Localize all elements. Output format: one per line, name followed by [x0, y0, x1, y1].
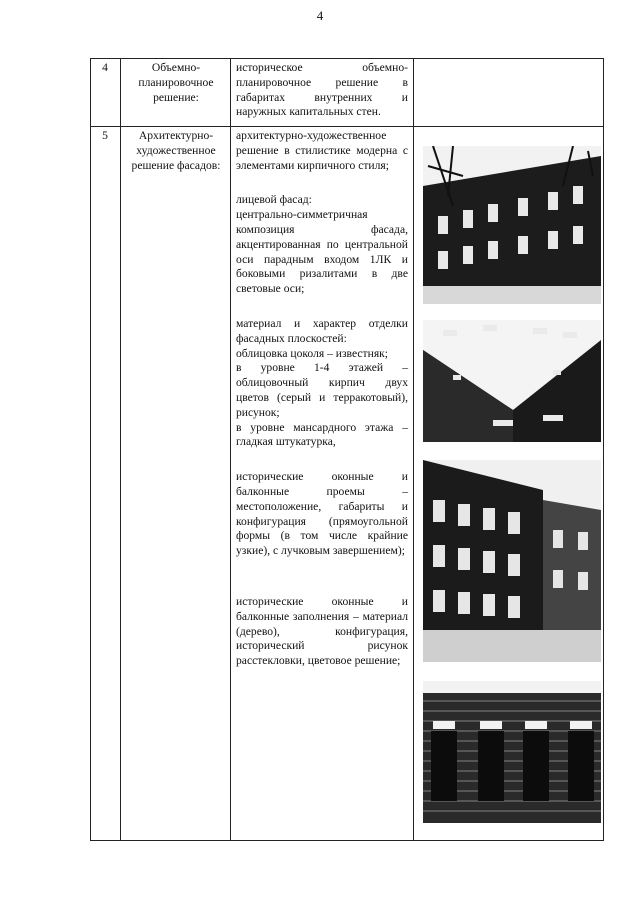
facade-photo-3: [423, 460, 601, 662]
column-divider-2: [230, 58, 231, 841]
facade-photo-4: [423, 681, 601, 823]
row-name: Объемно- планировочное решение:: [138, 61, 214, 104]
row-number: 4: [102, 61, 108, 74]
description-paragraph: материал и характер отделки фасадных плоскостей:: [236, 316, 408, 345]
row-description: [236, 61, 408, 120]
description-paragraph: историческое объемно-планировочное решение в габаритах внутренних и наружных капитальных стен.: [236, 61, 408, 119]
table-border-bottom: [90, 840, 604, 841]
column-divider-1: [120, 58, 121, 841]
facade-photo-2: [423, 320, 601, 442]
column-divider-3: [413, 58, 414, 841]
row-name: Архитектурно- художественное решение фасадов:: [131, 129, 221, 172]
table-row-divider: [90, 126, 604, 127]
row-number: 5: [102, 129, 108, 142]
description-paragraph: исторические оконные и балконные проемы – местоположение, габариты и конфигурация (прямоугольной формы (в том числе крайние узкие), с лучковым завершением);: [236, 470, 408, 558]
table-border-left: [90, 58, 91, 841]
heritage-table: [90, 58, 604, 841]
description-paragraph: архитектурно-художественное решение в стилистике модерна с элементами кирпичного стиля;: [236, 129, 408, 172]
description-paragraph: в уровне 1-4 этажей – облицовочный кирпич двух цветов (серый и терракотовый), рисунок;: [236, 361, 408, 419]
description-paragraph: лицевой фасад:: [236, 193, 312, 207]
row-description: [236, 129, 408, 669]
page-number: 4: [316, 8, 324, 23]
description-paragraph: в уровне мансардного этажа – гладкая штукатурка,: [236, 420, 408, 449]
description-paragraph: центрально-симметричная композиция фасада, акцентированная по центральной оси парадным входом 1ЛК и боковыми ризалитами в две световые оси;: [236, 208, 408, 296]
facade-photo-1: [423, 146, 601, 304]
table-border-top: [90, 58, 604, 59]
description-paragraph: облицовка цоколя – известняк;: [236, 346, 389, 360]
table-border-right: [603, 58, 604, 841]
description-paragraph: исторические оконные и балконные заполнения – материал (дерево), конфигурация, исторический рисунок расстекловки, цветовое решение;: [236, 594, 408, 668]
